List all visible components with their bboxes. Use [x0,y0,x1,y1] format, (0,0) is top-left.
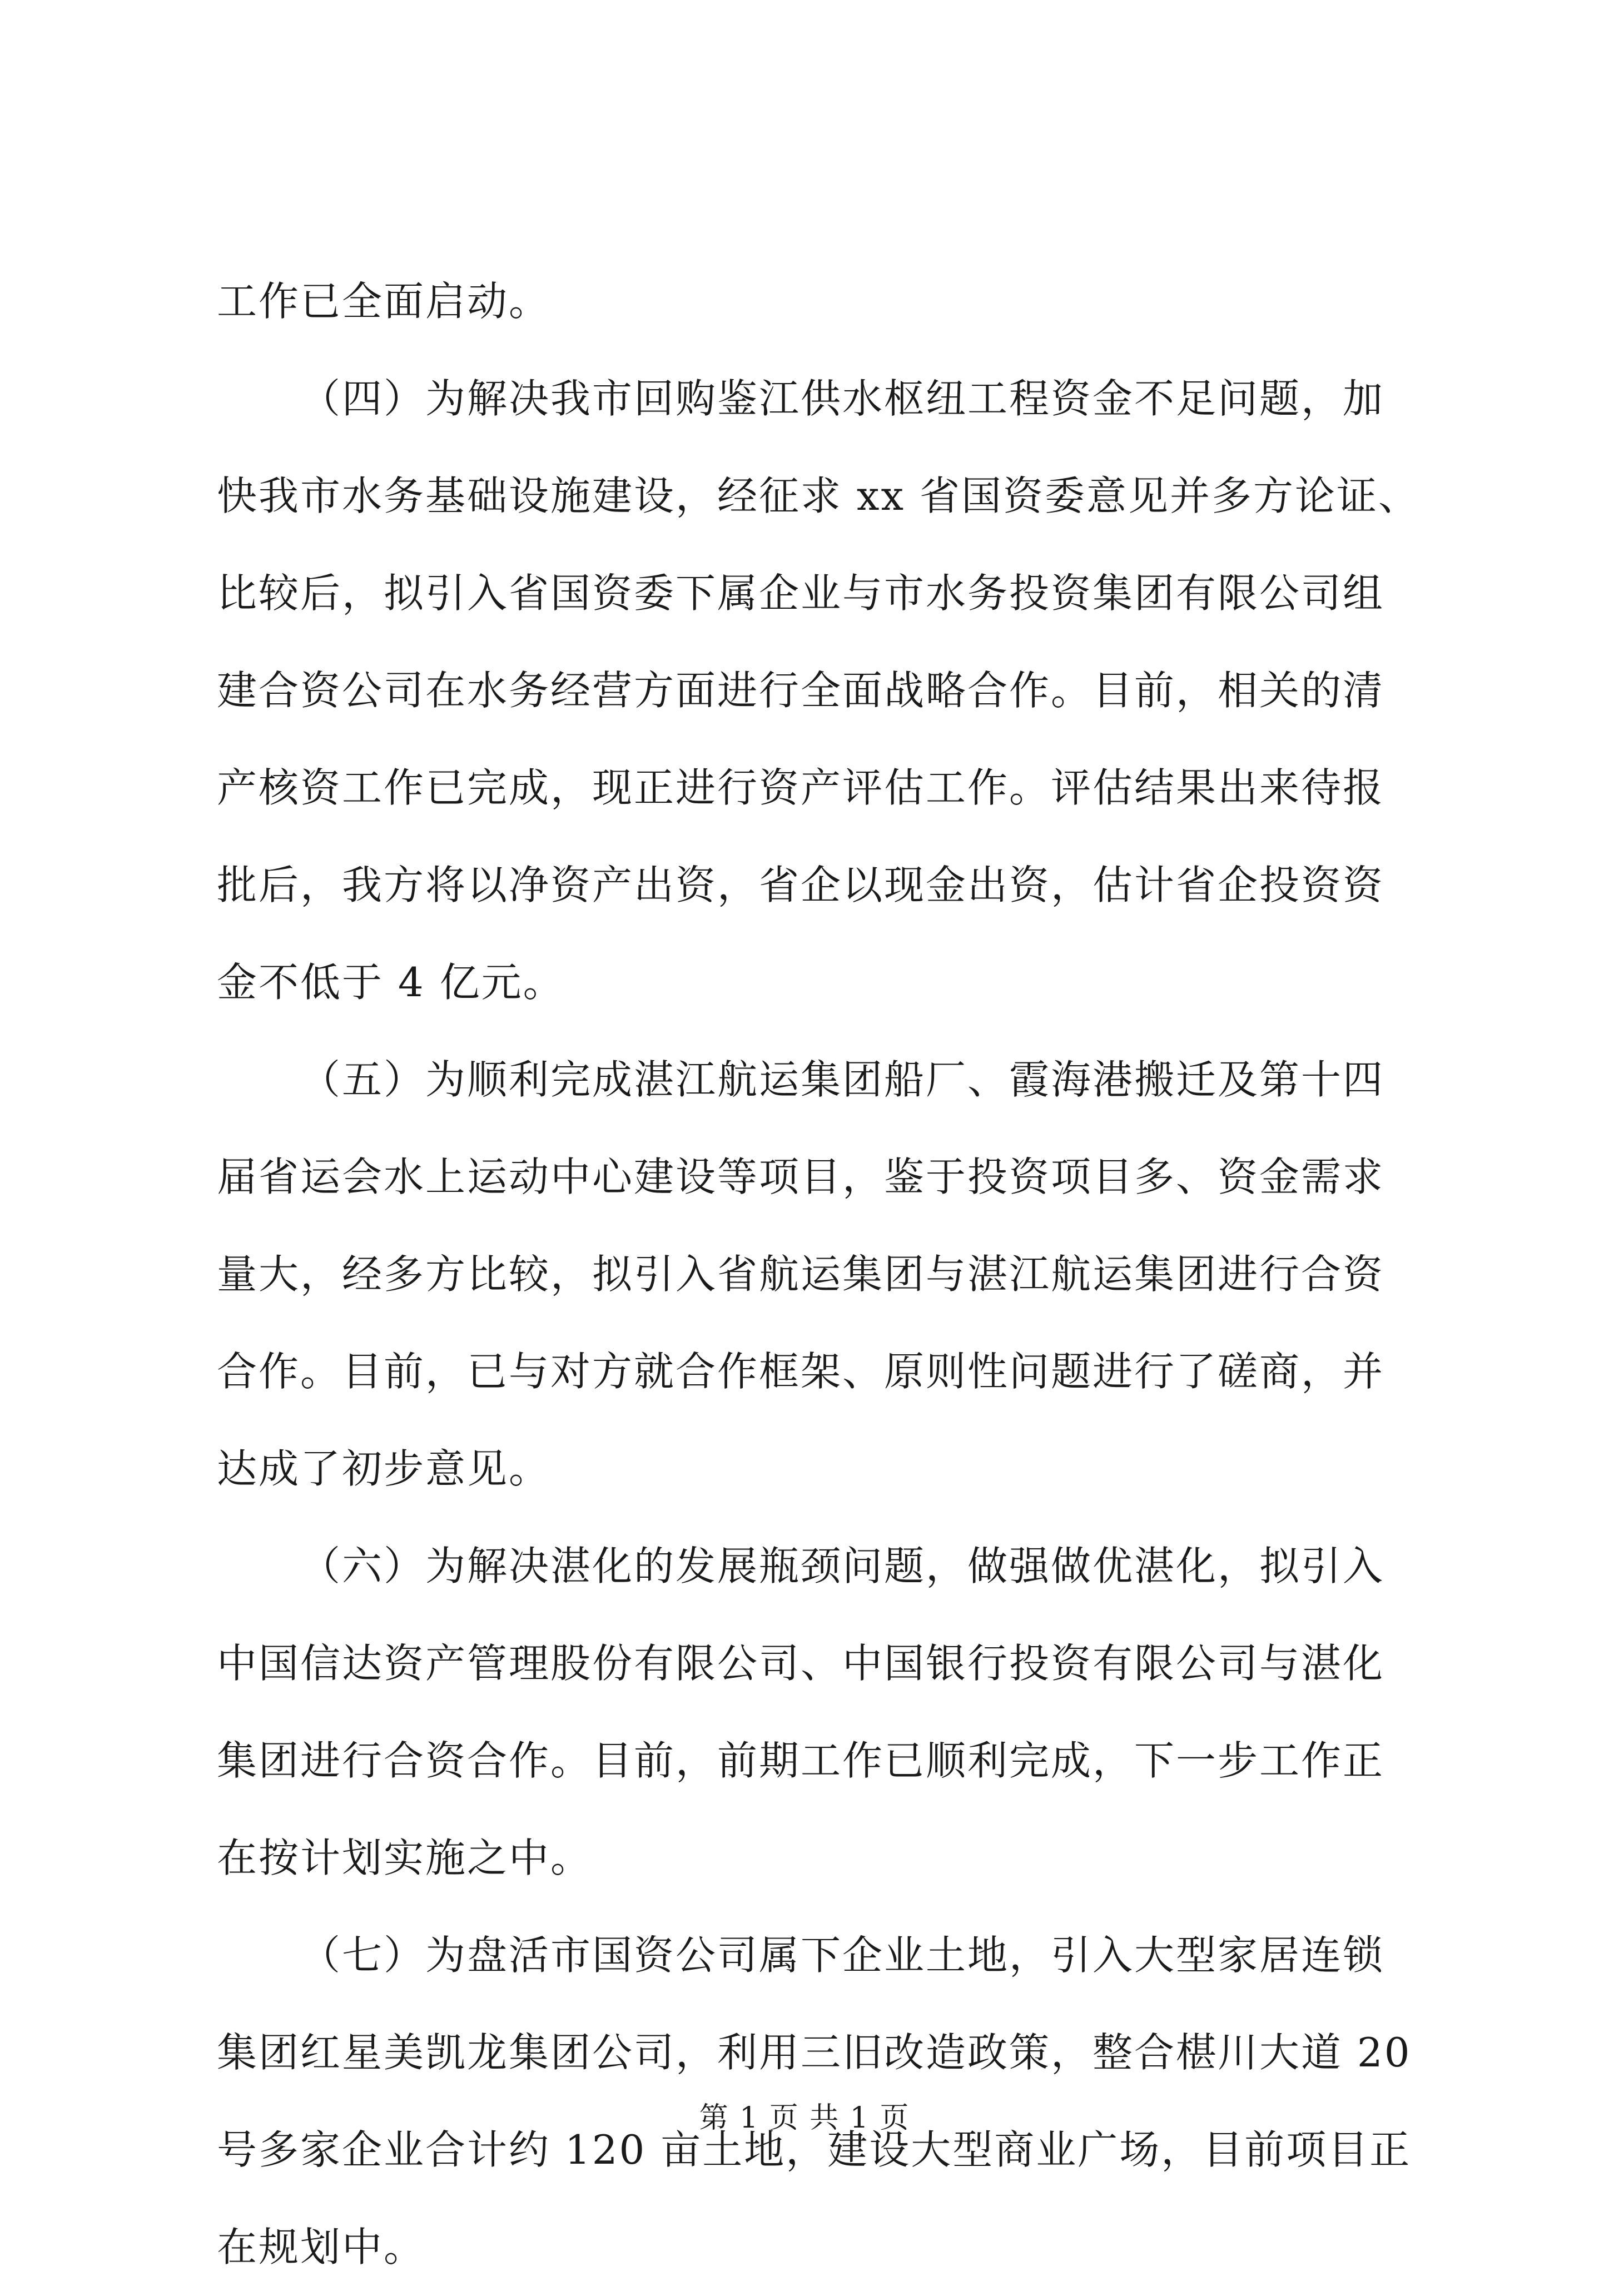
text-line: 集团红星美凯龙集团公司，利用三旧改造政策，整合椹川大道 20 [217,2029,1412,2076]
text-line: 号多家企业合计约 120 亩土地，建设大型商业广场，目前项目正 [217,2126,1412,2173]
text-line: 工作已全面启动。 [217,278,551,325]
text-line: 合作。目前，已与对方就合作框架、原则性问题进行了磋商，并 [217,1348,1385,1395]
text-line: 快我市水务基础设施建设，经征求 xx 省国资委意见并多方论证、 [217,473,1420,519]
text-line: 比较后，拟引入省国资委下属企业与市水务投资集团有限公司组 [217,570,1385,617]
text-line: 量大，经多方比较，拟引入省航运集团与湛江航运集团进行合资 [217,1251,1385,1298]
page-footer: 第 1 页 共 1 页 [699,2101,910,2135]
text-line: （五）为顺利完成湛江航运集团船厂、霞海港搬迁及第十四 [300,1056,1385,1103]
text-line: 届省运会水上运动中心建设等项目，鉴于投资项目多、资金需求 [217,1154,1385,1200]
text-line: 在规划中。 [217,2224,426,2270]
text-line: 金不低于 4 亿元。 [217,959,565,1006]
text-line: 建合资公司在水务经营方面进行全面战略合作。目前，相关的清 [217,667,1385,714]
text-line: （七）为盘活市国资公司属下企业土地，引入大型家居连锁 [300,1932,1385,1979]
text-line: 产核资工作已完成，现正进行资产评估工作。评估结果出来待报 [217,764,1385,811]
text-line: 批后，我方将以净资产出资，省企以现金出资，估计省企投资资 [217,862,1385,908]
text-line: 中国信达资产管理股份有限公司、中国银行投资有限公司与湛化 [217,1640,1385,1687]
text-line: （四）为解决我市回购鉴江供水枢纽工程资金不足问题，加 [300,375,1385,422]
text-line: 集团进行合资合作。目前，前期工作已顺利完成，下一步工作正 [217,1737,1385,1784]
text-line: （六）为解决湛化的发展瓶颈问题，做强做优湛化，拟引入 [300,1543,1385,1589]
text-line: 达成了初步意见。 [217,1445,551,1492]
text-line: 在按计划实施之中。 [217,1835,593,1881]
document-body [217,253,1420,2296]
